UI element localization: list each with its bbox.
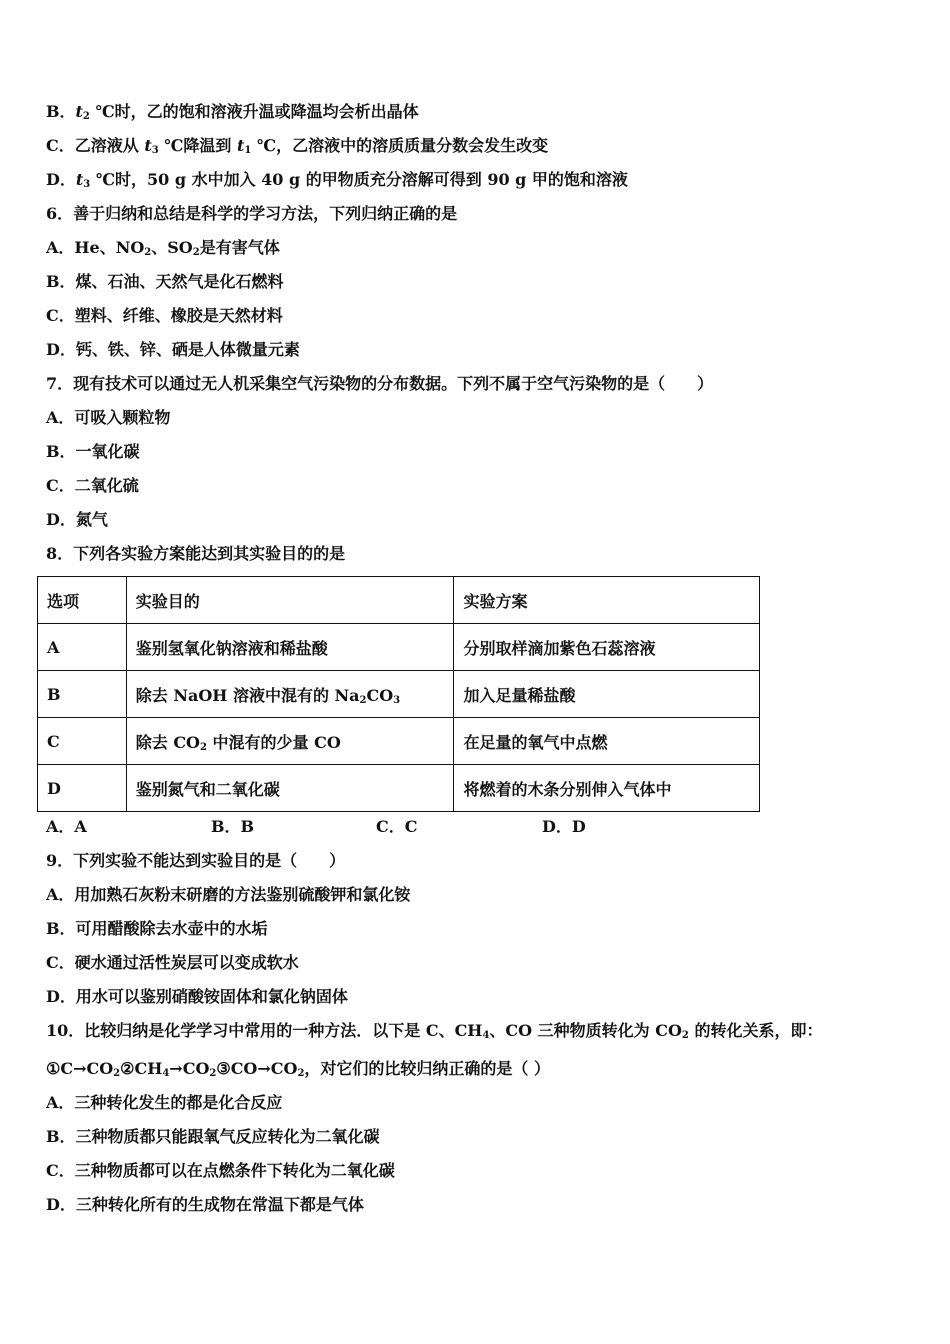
q6-option-d[interactable]: D．钙、铁、锌、硒是人体微量元素 (46, 340, 300, 359)
header-plan: 实验方案 (454, 577, 760, 624)
q8-option-c[interactable]: C．C (376, 817, 418, 836)
row-plan: 将燃着的木条分别伸入气体中 (454, 765, 760, 812)
q6-stem: 6．善于归纳和总结是科学的学习方法，下列归纳正确的是 (46, 204, 458, 223)
table-row (38, 718, 760, 765)
q7-option-a[interactable]: A．可吸入颗粒物 (46, 408, 171, 427)
experiment-table (37, 576, 760, 812)
row-plan: 在足量的氧气中点燃 (454, 718, 760, 765)
q9-option-c[interactable]: C．硬水通过活性炭层可以变成软水 (46, 953, 299, 972)
q7-stem: 7．现有技术可以通过无人机采集空气污染物的分布数据。下列不属于空气污染物的是（ ） (46, 374, 714, 393)
row-option: C (38, 718, 127, 765)
q7-option-c[interactable]: C．二氧化硫 (46, 476, 139, 495)
q10-stem: 10．比较归纳是化学学习中常用的一种方法．以下是 C、$CH_4$、CO 三种物质转化为 $CO_2$ 的转化关系，即： (46, 1021, 823, 1041)
q9-option-a[interactable]: A．用加熟石灰粉末研磨的方法鉴别硫酸钾和氯化铵 (46, 885, 411, 904)
row-goal: 鉴别氢氧化钠溶液和稀盐酸 (126, 624, 454, 671)
header-option: 选项 (38, 577, 127, 624)
q10-option-b[interactable]: B．三种物质都只能跟氧气反应转化为二氧化碳 (46, 1127, 380, 1146)
q9-option-b[interactable]: B．可用醋酸除去水壶中的水垢 (46, 919, 268, 938)
row-goal: 鉴别氮气和二氧化碳 (126, 765, 454, 812)
table-header-row (38, 577, 760, 624)
row-option: A (38, 624, 127, 671)
q8-stem: 8．下列各实验方案能达到其实验目的的是 (46, 544, 346, 563)
q5-option-c[interactable]: C．乙溶液从 $t_3$ ℃降温到 $t_1$ ℃，乙溶液中的溶质质量分数会发生改变 (46, 136, 549, 156)
row-option: B (38, 671, 127, 718)
q8-option-a[interactable]: A．A (46, 817, 87, 836)
q8-option-b[interactable]: B．B (211, 817, 255, 836)
q7-option-b[interactable]: B．一氧化碳 (46, 442, 140, 461)
header-goal: 实验目的 (126, 577, 454, 624)
row-plan: 加入足量稀盐酸 (454, 671, 760, 718)
q6-option-b[interactable]: B．煤、石油、天然气是化石燃料 (46, 272, 284, 291)
q10-option-d[interactable]: D．三种转化所有的生成物在常温下都是气体 (46, 1195, 364, 1214)
row-goal: 除去 $CO_2$ 中混有的少量 CO (126, 718, 454, 765)
row-plan: 分别取样滴加紫色石蕊溶液 (454, 624, 760, 671)
q9-option-d[interactable]: D．用水可以鉴别硝酸铵固体和氯化钠固体 (46, 987, 348, 1006)
table-row (38, 765, 760, 812)
q10-conversion-line: $①C\to CO_2②CH_4\to CO_2③CO\to CO_2$，对它们的比较归纳正确的是（ ） (46, 1059, 550, 1079)
q10-option-c[interactable]: C．三种物质都可以在点燃条件下转化为二氧化碳 (46, 1161, 395, 1180)
q6-option-a[interactable]: A．He、$NO_2$、$SO_2$是有害气体 (46, 238, 280, 258)
q6-option-c[interactable]: C．塑料、纤维、橡胶是天然材料 (46, 306, 283, 325)
table-row (38, 671, 760, 718)
q9-stem: 9．下列实验不能达到实验目的是（ ） (46, 851, 346, 870)
table-row (38, 624, 760, 671)
q7-option-d[interactable]: D．氮气 (46, 510, 108, 529)
q5-option-d[interactable]: D．$t_3$ ℃时，50 g 水中加入 40 g 的甲物质充分溶解可得到 90 g 甲的饱和溶液 (46, 170, 628, 190)
q10-option-a[interactable]: A．三种转化发生的都是化合反应 (46, 1093, 283, 1112)
row-option: D (38, 765, 127, 812)
row-goal: 除去 NaOH 溶液中混有的 $Na_2CO_3$ (126, 671, 454, 718)
q8-option-d[interactable]: D．D (542, 817, 586, 836)
q5-option-b[interactable]: B．$t_2$ ℃时，乙的饱和溶液升温或降温均会析出晶体 (46, 102, 419, 122)
